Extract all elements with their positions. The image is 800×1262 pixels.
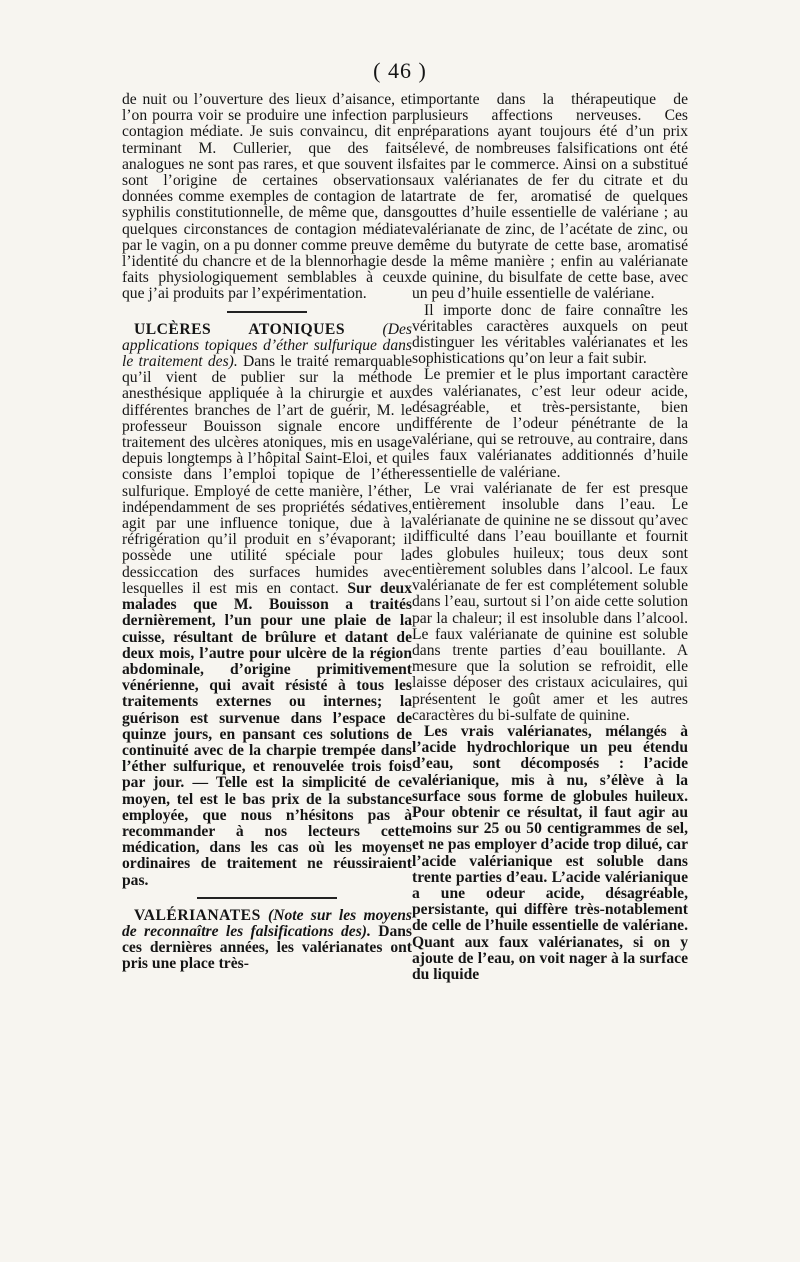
- right-column: [412, 92, 688, 983]
- article-subtitle: (Note sur les moyens de reconnaître les falsifications des).: [122, 906, 412, 940]
- article-heading: ULCÈRES ATONIQUES: [134, 320, 345, 338]
- paragraph-caracteres: Il importe donc de faire connaître les véritables caractères auxquels on peut distinguer les véritables valérianates et les sophistications qu’on leur a fait subir.: [412, 301, 688, 368]
- section-divider: [227, 311, 307, 313]
- article-body: Dans ces dernières années, les valérianates ont pris une place très-: [122, 922, 412, 973]
- paragraph-contagion-conclusion: de nuit ou l’ouverture des lieux d’aisance, et l’on pourra voir se produire une infection par contagion médiate. Je suis convaincu, dit en terminant M. Cullerier, que des faits analogues ne sont pas rares, et que souvent ils sont l’origine de certaines observations données comme exemples de contagion de la syphilis constitutionnelle, de même que, dans quelques circonstances de contagion médiate par le vagin, on a pu donner comme preuve de l’identité du chancre et de la blennorhagie des faits physiologiquement semblables à ceux que j’ai produits par l’expérimentation.: [122, 91, 412, 303]
- article-valerianates: [122, 908, 412, 973]
- left-column: [122, 92, 412, 973]
- paragraph-acide-hydrochlorique: Les vrais valérianates, mélangés à l’acide hydrochlorique un peu étendu d’eau, sont décomposés : l’acide valérianique, mis à nu, s’élève à la surface sous forme de globules huileux. Pour obtenir ce résultat, il faut agir au moins sur 25 ou 50 centigrammes de sel, et ne pas employer d’acide trop dilué, car l’acide valérianique est soluble dans trente parties d’eau. L’acide valérianique a une odeur acide, désagréable, persistante, qui diffère très-notablement de celle de l’huile essentielle de valériane. Quant aux faux valérianates, si on y ajoute de l’eau, on voit nager à la surface du liquide: [412, 722, 688, 983]
- article-body-bold: Sur deux malades que M. Bouisson a traités dernièrement, l’un pour une plaie de la cuisse, résultant de brûlure et datant de deux mois, l’autre pour ulcère de la région abdominale, d’origine primitivement vénérienne, qui avait résisté à tous les traitements externes ou internes; la guérison est survenue dans l’espace de quinze jours, en pansant ces solutions de continuité avec de la charpie trempée dans l’éther sulfurique, et renouvelée trois fois par jour. — Telle est la simplicité de ce moyen, tel est le bas prix de la substance employée, que nous n’hésitons pas à recommander à nos lecteurs cette médication, dans les cas où les moyens ordinaires de traitement ne réussiraient pas.: [122, 579, 412, 889]
- paragraph-solubilite: Le vrai valérianate de fer est presque entièrement insoluble dans l’eau. Le valérianate de quinine ne se dissout qu’avec difficulté dans l’eau bouillante et fournit des globules huileux; tous deux sont entièrement solubles dans l’alcool. Le faux valérianate de fer est complétement soluble dans l’eau, surtout si l’on aide cette solution par la chaleur; il est insoluble dans l’alcool. Le faux valérianate de quinine est soluble dans trente parties d’eau bouillante. A mesure que la solution se refroidit, elle laisse déposer des cristaux aciculaires, qui présentent le goût amer et les autres caractères du bi-sulfate de quinine.: [412, 479, 688, 724]
- article-heading: VALÉRIANATES: [134, 906, 261, 924]
- section-divider: [197, 897, 337, 899]
- page-number: ( 46 ): [373, 58, 427, 83]
- article-ulceres-atoniques: [122, 322, 412, 889]
- article-body: Dans le traité remarquable qu’il vient de publier sur la méthode anesthésique appliquée à la chirurgie et aux différentes branches de l’art de guérir, M. le professeur Bouisson signale encore un traitement des ulcères atoniques, mis en usage depuis longtemps à l’hôpital Saint-Eloi, et qui consiste dans l’emploi topique de l’éther sulfurique. Employé de cette manière, l’éther, indépendamment de ses propriétés sédatives, agit par une influence tonique, due à la réfrigération qu’il produit en s’évaporant; il possède une utilité spéciale pour la dessiccation des surfaces humides avec lesquelles il est mis en contact.: [122, 353, 412, 597]
- paragraph-odeur: Le premier et le plus important caractère des valérianates, c’est leur odeur acide, désagréable, et très-persistante, bien différente de l’odeur pénétrante de la valériane, qui se retrouve, au contraire, dans les faux valérianates additionnés d’huile essentielle de valériane.: [412, 366, 688, 481]
- paragraph-valerianates-intro: importante dans la thérapeutique de plusieurs affections nerveuses. Ces préparations ayant toujours été d’un prix élevé, de nombreuses falsifications ont été faites par le commerce. Ainsi on a substitué aux valérianates de fer du citrate et du tartrate de fer, aromatisé de quelques gouttes d’huile essentielle de valériane ; au valérianate de zinc, de l’acétate de zinc, ou même du butyrate de cette base, aromatisé de la même manière ; enfin au valérianate de quinine, du bisulfate de cette base, avec un peu d’huile essentielle de valériane.: [412, 91, 688, 303]
- article-subtitle: (Des applications topiques d’éther sulfurique dans le traitement des).: [122, 320, 412, 371]
